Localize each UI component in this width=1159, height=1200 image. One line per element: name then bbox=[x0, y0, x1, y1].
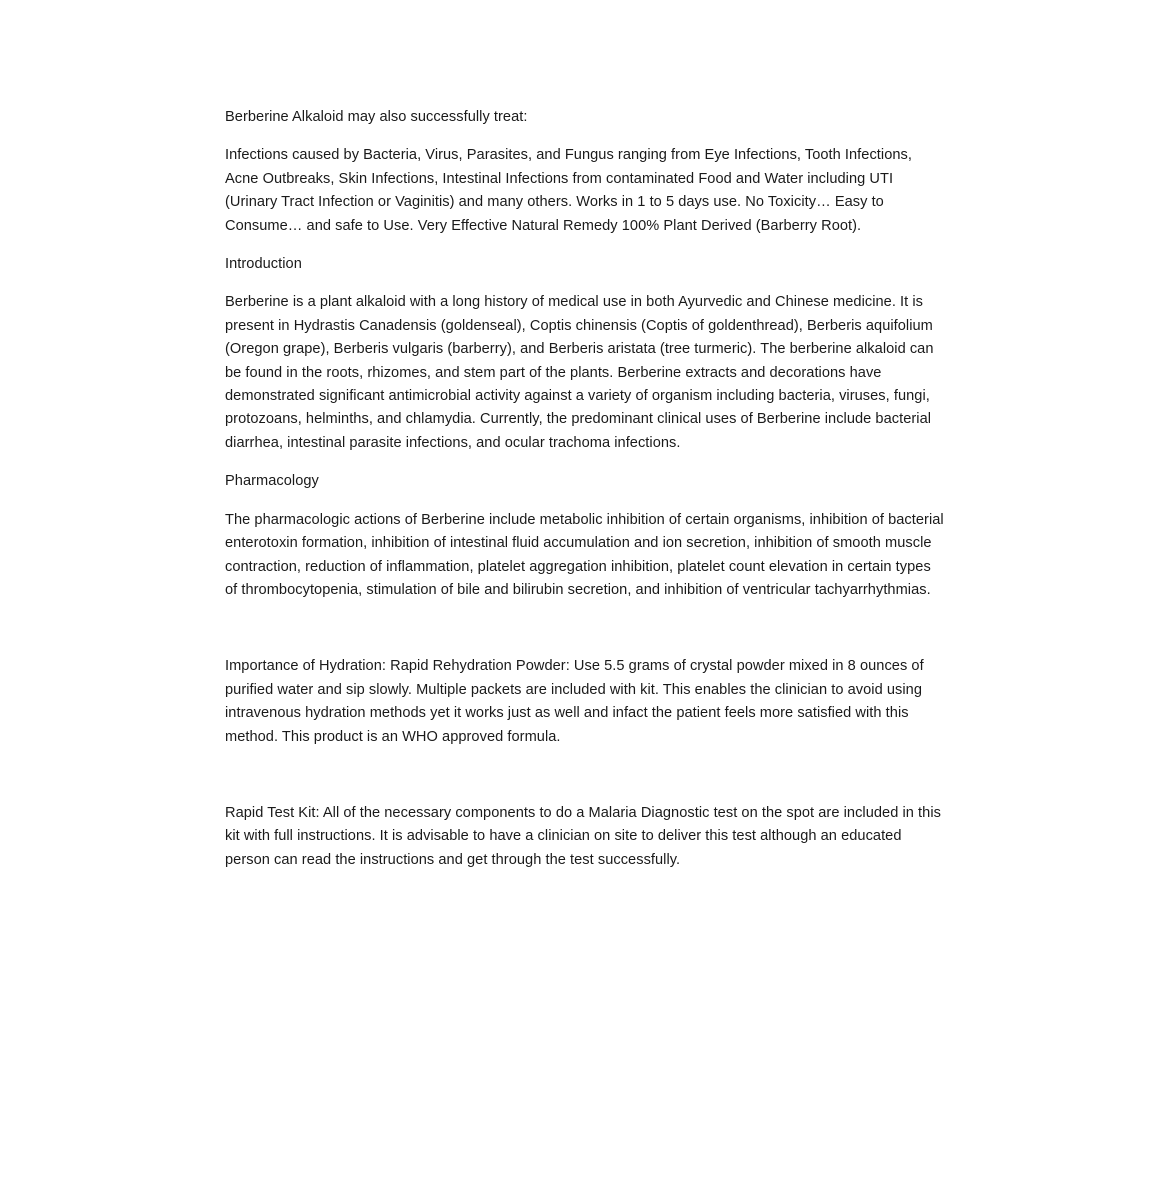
introduction-paragraph: Berberine is a plant alkaloid with a long history of medical use in both Ayurvedic and Chinese medicine. It is present in Hydrastis Canadensis (goldenseal), Coptis chinensis (Coptis of goldenthread), Berberis aquifolium (Oregon grape), Berberis vulgaris (barberry), and Berberis aristata (tree turmeric). The berberine alkaloid can be found in the roots, rhizomes, and stem part of the plants. Berberine extracts and decorations have demonstrated significant antimicrobial activity against a variety of organism including bacteria, viruses, fungi, protozoans, helminths, and chlamydia. Currently, the predominant clinical uses of Berberine include bacterial diarrhea, intestinal parasite infections, and ocular trachoma infections. bbox=[225, 294, 934, 451]
pharmacology-paragraph: The pharmacologic actions of Berberine include metabolic inhibition of certain organisms, inhibition of bacterial enterotoxin formation, inhibition of intestinal fluid accumulation and ion secretion, inhibition of smooth muscle contraction, reduction of inflammation, platelet aggregation inhibition, platelet count elevation in certain types of thrombocytopenia, stimulation of bile and bilirubin secretion, and inhibition of ventricular tachyarrhythmias. bbox=[225, 511, 944, 598]
pharmacology-heading: Pharmacology bbox=[225, 473, 319, 490]
intro-heading: Berberine Alkaloid may also successfully treat: bbox=[225, 109, 528, 125]
rapid-test-paragraph: Rapid Test Kit: All of the necessary components to do a Malaria Diagnostic test on the spot are included in this kit with full instructions. It is advisable to have a clinician on site to deliver this test although an educated person can read the instructions and get through the test successfully. bbox=[225, 804, 941, 868]
introduction-heading: Introduction bbox=[225, 256, 302, 273]
infections-paragraph: Infections caused by Bacteria, Virus, Parasites, and Fungus ranging from Eye Infections, Tooth Infections, Acne Outbreaks, Skin Infections, Intestinal Infections from contaminated Food and Water including UTI (Urinary Tract Infection or Vaginitis) and many others. Works in 1 to 5 days use. No Toxicity… Easy to Consume… and safe to Use. Very Effective Natural Remedy 100% Plant Derived (Barberry Root). bbox=[225, 147, 912, 234]
hydration-paragraph: Importance of Hydration: Rapid Rehydration Powder: Use 5.5 grams of crystal powder mixed in 8 ounces of purified water and sip slowly. Multiple packets are included with kit. This enables the clinician to avoid using intravenous hydration methods yet it works just as well and infact the patient feels more satisfied with this method. This product is an WHO approved formula. bbox=[225, 658, 924, 745]
document-body bbox=[225, 106, 945, 887]
